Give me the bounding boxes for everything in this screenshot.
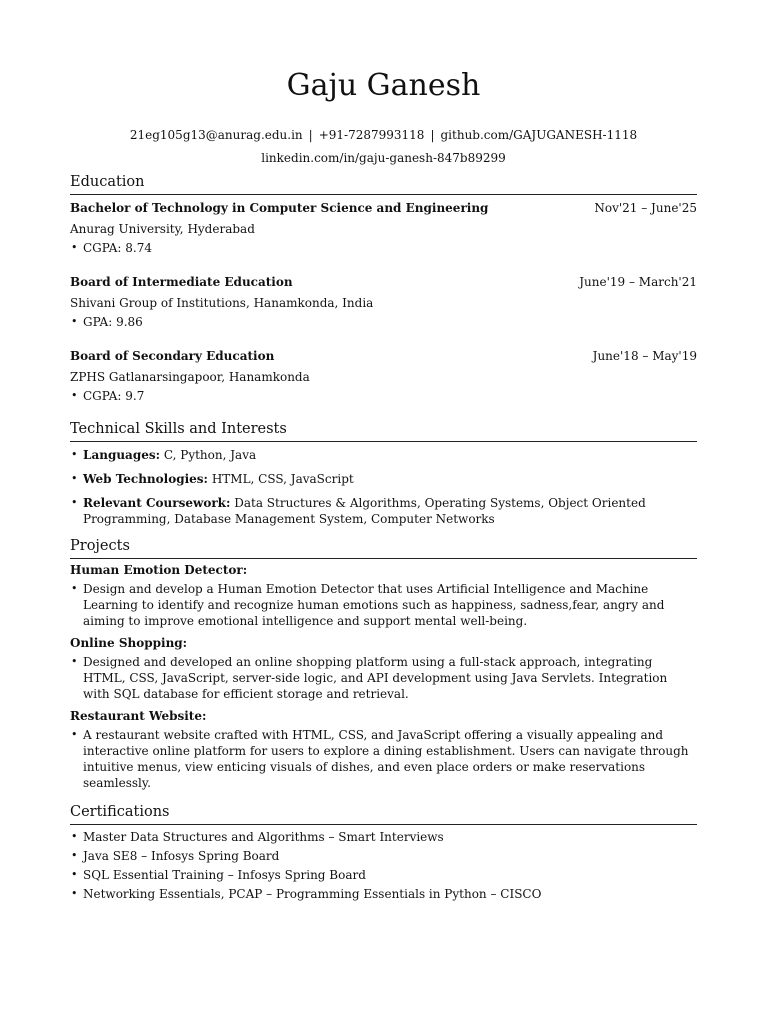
project-description: • A restaurant website crafted with HTML, CSS, and JavaScript offering a visually appealing and interactive online platform for users to explore a dining establishment. Users can navigate through intuitive menus, view enticing visuals of dishes, and even place orders or make reservations seamlessly. (70, 727, 697, 791)
email-link[interactable]: 21eg105g13@anurag.edu.in (129, 128, 303, 142)
skill-label: Languages: (83, 448, 161, 462)
phone-number[interactable]: +91-7287993118 (318, 128, 425, 142)
contact-line (70, 127, 697, 143)
project-description: • Designed and developed an online shopping platform using a full-stack approach, integrating HTML, CSS, JavaScript, server-side logic, and API development using Java Servlets. Integration with SQL database for efficient storage and retrieval. (70, 654, 697, 702)
section-title-skills: Technical Skills and Interests (70, 420, 697, 442)
project-entry (70, 562, 697, 629)
skill-value: Data Structures & Algorithms, Operating Systems, Object Oriented Programming, Database Management System, Computer Networks (83, 496, 646, 526)
score-item: • CGPA: 8.74 (70, 240, 697, 256)
section-title-projects: Projects (70, 537, 697, 559)
education-entry (70, 274, 697, 330)
section-title-education: Education (70, 173, 697, 195)
certification-item: • Master Data Structures and Algorithms – Smart Interviews (70, 829, 697, 845)
skill-item (70, 495, 697, 527)
contact-separator: | (308, 128, 313, 142)
institution-name: ZPHS Gatlanarsingapoor, Hanamkonda (70, 370, 310, 384)
project-name: Online Shopping: (70, 636, 188, 650)
certifications-section (70, 803, 697, 902)
score-item: • GPA: 9.86 (70, 314, 697, 330)
institution-name: Shivani Group of Institutions, Hanamkonda, India (70, 296, 374, 310)
candidate-name: Gaju Ganesh (286, 68, 481, 103)
linkedin-link[interactable]: linkedin.com/in/gaju-ganesh-847b89299 (261, 151, 506, 165)
degree-title: Board of Intermediate Education (70, 275, 293, 289)
degree-title: Bachelor of Technology in Computer Science and Engineering (70, 201, 489, 215)
project-description: • Design and develop a Human Emotion Detector that uses Artificial Intelligence and Machine Learning to identify and recognize human emotions such as happiness, sadness,fear, angry and aiming to improve emotional intelligence and support mental well-being. (70, 581, 697, 629)
certification-item: • Java SE8 – Infosys Spring Board (70, 848, 697, 864)
skill-item (70, 471, 697, 487)
linkedin-line (70, 150, 697, 166)
education-entry (70, 348, 697, 404)
score-item: • CGPA: 9.7 (70, 388, 697, 404)
education-dates: June'19 – March'21 (579, 275, 697, 289)
section-title-certifications: Certifications (70, 803, 697, 825)
certification-item: • SQL Essential Training – Infosys Spring Board (70, 867, 697, 883)
project-entry (70, 708, 697, 791)
skills-section (70, 420, 697, 527)
degree-title: Board of Secondary Education (70, 349, 275, 363)
education-dates: Nov'21 – June'25 (594, 201, 697, 215)
skill-value: HTML, CSS, JavaScript (211, 472, 354, 486)
contact-separator: | (430, 128, 435, 142)
projects-section (70, 537, 697, 791)
skill-label: Relevant Coursework: (83, 496, 231, 510)
skill-label: Web Technologies: (83, 472, 208, 486)
institution-name: Anurag University, Hyderabad (70, 222, 255, 236)
project-name: Human Emotion Detector: (70, 563, 248, 577)
education-entry (70, 200, 697, 256)
project-name: Restaurant Website: (70, 709, 207, 723)
skill-value: C, Python, Java (163, 448, 257, 462)
project-entry (70, 635, 697, 702)
github-link[interactable]: github.com/GAJUGANESH-1118 (440, 128, 638, 142)
certification-item: • Networking Essentials, PCAP – Programming Essentials in Python – CISCO (70, 886, 697, 902)
skill-item (70, 447, 697, 463)
education-section (70, 173, 697, 404)
education-dates: June'18 – May'19 (592, 349, 697, 363)
